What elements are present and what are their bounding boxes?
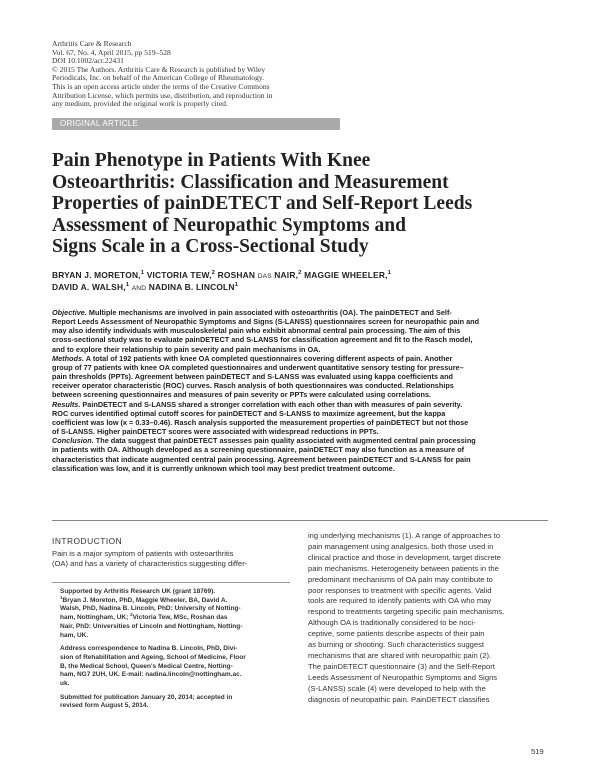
abstract-line: of S-LANSS. Higher painDETECT scores were associated with widespread reductions in PPTs. — [52, 427, 379, 437]
affiliation-mark: 1 — [140, 270, 145, 277]
abstract-line: receiver operator characteristic (ROC) curves. Rasch analysis of both questionnaires was conducted. Relationships — [52, 381, 454, 391]
body-line: Leeds Assessment of Neuropathic Symptoms and Signs — [308, 672, 498, 682]
address-line: sion of Rehabilitation and Ageing, School of Medicine, Floor — [60, 653, 246, 661]
author-name: NAIR, — [274, 270, 299, 280]
author-name: ROSHAN — [217, 270, 256, 280]
affiliation-mark: 2 — [298, 270, 302, 277]
address-line: ham, NG7 2UH, UK. E-mail: nadina.lincoln@nottingham.ac. — [60, 671, 242, 679]
affiliation-line — [60, 594, 290, 606]
abstract-line: between screening questionnaires and measures of pain severity or PPTs were calculated using correlations. — [52, 390, 432, 400]
body-line: Although OA is traditionally considered to be noci- — [308, 618, 476, 628]
funding-note: Supported by Arthritis Research UK (grant 18769). — [60, 588, 216, 595]
abstract-text: PainDETECT and S-LANSS shared a stronger correlation with each other than with measures of pain severity. — [82, 399, 463, 409]
license-line: any medium, provided the original work is properly cited. — [52, 99, 228, 109]
body-line: The painDETECT questionnaire (3) and the Self-Report — [308, 661, 495, 671]
abstract-line: and to explore their relationship to pain severity and pain mechanisms in OA. — [52, 344, 321, 354]
body-line: pain mechanisms. Heterogeneity between patients in the — [308, 563, 499, 573]
body-line: clinical practice and those in development, target discrete — [308, 552, 501, 562]
author-list — [52, 270, 562, 295]
affiliation-mark: 1 — [387, 270, 392, 277]
abstract-line — [52, 400, 552, 409]
author-name: VICTORIA TEW, — [146, 270, 212, 280]
abstract-text: Multiple mechanisms are involved in pain associated with osteoarthritis (OA). The painDETECT and Self- — [88, 308, 452, 317]
affiliation-mark: 1 — [60, 594, 63, 600]
address-line: B, the Medical School, Queen's Medical Centre, Notting- — [60, 662, 233, 670]
body-line: mechanisms that are shared with neuropathic pain (2). — [308, 650, 492, 660]
license-line: This is an open access article under the terms of the Creative Commons — [52, 81, 270, 91]
introduction-heading: INTRODUCTION — [52, 536, 123, 546]
body-line: pain management using analgesics, both those used in — [308, 541, 494, 551]
author-line — [52, 270, 562, 282]
title-line: Properties of painDETECT and Self-Report Leeds — [52, 193, 473, 215]
journal-name: Arthritis Care & Research — [52, 39, 132, 48]
body-line: as burning or shooting. Such characteristics suggest — [308, 640, 485, 650]
abstract-line: group of 77 patients with knee OA completed questionnaires and underwent quantitative sensory testing for pressure– — [52, 362, 464, 372]
abstract-line: coefficient was low (κ = 0.33–0.46). Rasch analysis supported the measurement properties of painDETECT but not those — [52, 417, 469, 427]
body-line: poor responses to treatment with specific agents. Valid — [308, 585, 492, 595]
affiliation-text: Bryan J. Moreton, PhD, Maggie Wheeler, BA, David A. — [62, 596, 228, 604]
affiliation-mark: 1 — [125, 282, 130, 289]
abstract — [52, 308, 552, 473]
body-line: predominant mechanisms of OA pain may contribute to — [308, 574, 493, 584]
title-line: Pain Phenotype in Patients With Knee — [52, 150, 371, 171]
address-line: uk. — [60, 680, 70, 688]
body-line: tools are required to identify patients with OA who may — [308, 596, 492, 606]
body-line: Pain is a major symptom of patients with osteoarthritis — [52, 549, 234, 558]
author-name: MAGGIE WHEELER, — [304, 270, 388, 280]
author-name: BRYAN J. MORETON, — [52, 270, 141, 280]
section-banner: ORIGINAL ARTICLE — [52, 118, 340, 130]
copyright-line: Periodicals, Inc. on behalf of the American College of Rheumatology. — [52, 73, 265, 83]
title-line: Assessment of Neuropathic Symptoms and — [52, 214, 406, 236]
abstract-line: Report Leeds Assessment of Neuropathic Symptoms and Signs (S-LANSS) questionnaires screen for neuropathic pain and — [52, 317, 480, 327]
author-name: NADINA B. LINCOLN — [148, 282, 235, 293]
abstract-line: may also identify individuals with musculoskeletal pain who exhibit abnormal central pain processing. The aim of this — [52, 326, 461, 336]
affiliation-line: Walsh, PhD, Nadina B. Lincoln, PhD: University of Notting- — [60, 605, 241, 613]
right-column-body — [308, 531, 548, 706]
objective-label: Objective. — [52, 308, 87, 317]
submission-line: Submitted for publication January 20, 2014; accepted in — [60, 693, 233, 701]
title-line: Signs Scale in a Cross-Sectional Study — [52, 236, 369, 258]
affiliation-mark: 2 — [130, 611, 133, 617]
footnotes — [60, 588, 290, 711]
title-line: Osteoarthritis: Classification and Measurement — [52, 171, 449, 193]
body-line: (OA) and has a variety of characteristics suggesting differ- — [52, 559, 248, 569]
affiliation-text: Victoria Tew, MSc, Roshan das — [132, 614, 228, 622]
abstract-line — [52, 308, 552, 317]
affiliation-mark: 2 — [211, 270, 216, 277]
journal-header — [52, 40, 352, 109]
abstract-divider — [52, 520, 548, 521]
body-line: ceptive, some patients describe aspects of their pain — [308, 629, 485, 639]
abstract-line: pain thresholds (PPTs). Agreement between painDETECT and S-LANSS was evaluated using kappa coefficients and — [52, 372, 454, 382]
abstract-line: in patients with OA. Although developed as a screening questionnaire, painDETECT may also function as a measure of — [52, 445, 465, 455]
copyright-line: © 2015 The Authors. Arthritis Care & Research is published by Wiley — [52, 64, 266, 74]
affiliation-text: ham, Nottingham, UK; — [60, 614, 129, 622]
body-line: respond to treatments targeting specific pain mechanisms. — [308, 607, 505, 617]
page-number: 519 — [531, 747, 544, 756]
affiliation-mark: 1 — [234, 282, 239, 289]
affiliation-line: ham, UK. — [60, 631, 89, 639]
abstract-line: cross-sectional study was to evaluate painDETECT and S-LANSS for classification agreement and fit to the Rasch model, — [52, 335, 473, 345]
results-label: Results. — [52, 399, 81, 409]
author-conjunction: AND — [131, 285, 147, 293]
author-name: DAVID A. WALSH, — [52, 282, 126, 293]
affiliation-line — [60, 611, 290, 623]
volume-info: Vol. 67, No. 4, April 2015, pp 519–528 — [52, 47, 171, 57]
body-line: (S-LANSS) scale (4) were developed to help with the — [308, 683, 486, 693]
author-name-particle: DAS — [257, 273, 272, 280]
license-line: Attribution License, which permits use, distribution, and reproduction in — [52, 90, 273, 100]
abstract-text: A total of 192 patients with knee OA completed questionnaires covering different aspects of pain. Another — [85, 353, 453, 363]
abstract-line — [52, 354, 552, 363]
article-title — [52, 150, 562, 258]
abstract-line: classification was low, and it is currently unknown which tool may best predict treatment outcome. — [52, 463, 395, 473]
abstract-text: The data suggest that painDETECT assesses pain quality associated with augmented central pain processing — [95, 436, 476, 446]
submission-line: revised form August 5, 2014. — [60, 702, 149, 710]
abstract-line: ROC curves identified optimal cutoff scores for painDETECT and S-LANSS to maximize agreement, but the kappa — [52, 408, 446, 418]
body-line: ing underlying mechanisms (1). A range of approaches to — [308, 531, 501, 540]
left-column-body — [52, 549, 290, 570]
body-line: diagnosis of neuropathic pain. PainDETECT classifies — [308, 694, 490, 704]
author-line — [52, 282, 562, 294]
address-line: Address correspondence to Nadina B. Lincoln, PhD, Divi- — [60, 645, 238, 653]
doi: DOI 10.1002/acr.22431 — [52, 56, 124, 66]
conclusion-label: Conclusion. — [52, 436, 94, 446]
methods-label: Methods. — [52, 353, 85, 363]
affiliation-line: Nair, PhD: Universities of Lincoln and Nottingham, Notting- — [60, 622, 243, 630]
abstract-line: characteristics that indicate augmented central pain processing. Agreement between painDETECT and S-LANSS for pain — [52, 454, 471, 464]
abstract-line — [52, 436, 552, 445]
